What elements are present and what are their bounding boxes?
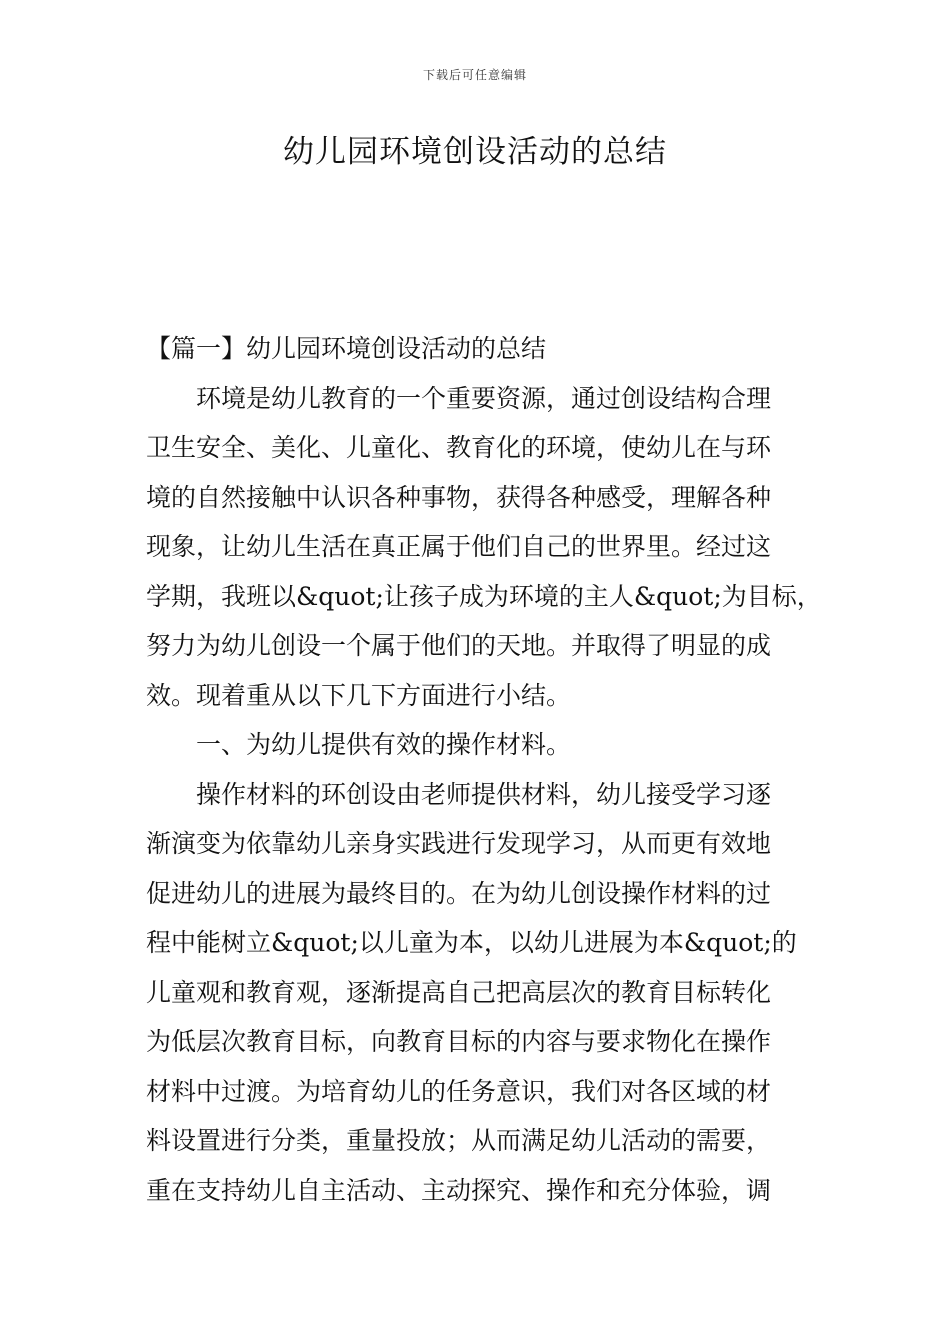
paragraph-line: 渐演变为依靠幼儿亲身实践进行发现学习，从而更有效地 <box>146 829 772 858</box>
header-note: 下载后可任意编辑 <box>422 68 527 82</box>
paragraph-line: 现象，让幼儿生活在真正属于他们自己的世界里。经过这 <box>146 532 772 561</box>
paragraph-line: 料设置进行分类，重量投放；从而满足幼儿活动的需要， <box>146 1126 772 1155</box>
paragraph-line: 操作材料的环创设由老师提供材料，幼儿接受学习逐 <box>196 779 772 809</box>
paragraph-line: 环境是幼儿教育的一个重要资源，通过创设结构合理 <box>196 383 772 413</box>
paragraph-line: 材料中过渡。为培育幼儿的任务意识，我们对各区域的材 <box>146 1076 772 1106</box>
paragraph-line: 学期，我班以&quot;让孩子成为环境的主人&quot;为目标， <box>146 581 822 611</box>
paragraph-line: 儿童观和教育观，逐渐提高自己把高层次的教育目标转化 <box>146 977 772 1007</box>
subsection-heading: 一、为幼儿提供有效的操作材料。 <box>196 730 572 759</box>
document-title: 幼儿园环境创设活动的总结 <box>283 134 667 170</box>
paragraph-line: 为低层次教育目标，向教育目标的内容与要求物化在操作 <box>146 1027 772 1056</box>
paragraph-line: 努力为幼儿创设一个属于他们的天地。并取得了明显的成 <box>146 631 772 660</box>
paragraph-line: 促进幼儿的进展为最终目的。在为幼儿创设操作材料的过 <box>146 878 772 908</box>
paragraph-line: 重在支持幼儿自主活动、主动探究、操作和充分体验，调 <box>146 1175 772 1205</box>
paragraph-line: 程中能树立&quot;以儿童为本，以幼儿进展为本&quot;的 <box>146 928 797 957</box>
paragraph-line: 境的自然接触中认识各种事物，获得各种感受，理解各种 <box>146 482 772 512</box>
document-body <box>146 324 826 1215</box>
section-heading: 【篇一】幼儿园环境创设活动的总结 <box>146 334 547 363</box>
paragraph-line: 效。现着重从以下几下方面进行小结。 <box>146 680 572 710</box>
paragraph-line: 卫生安全、美化、儿童化、教育化的环境，使幼儿在与环 <box>146 433 772 462</box>
